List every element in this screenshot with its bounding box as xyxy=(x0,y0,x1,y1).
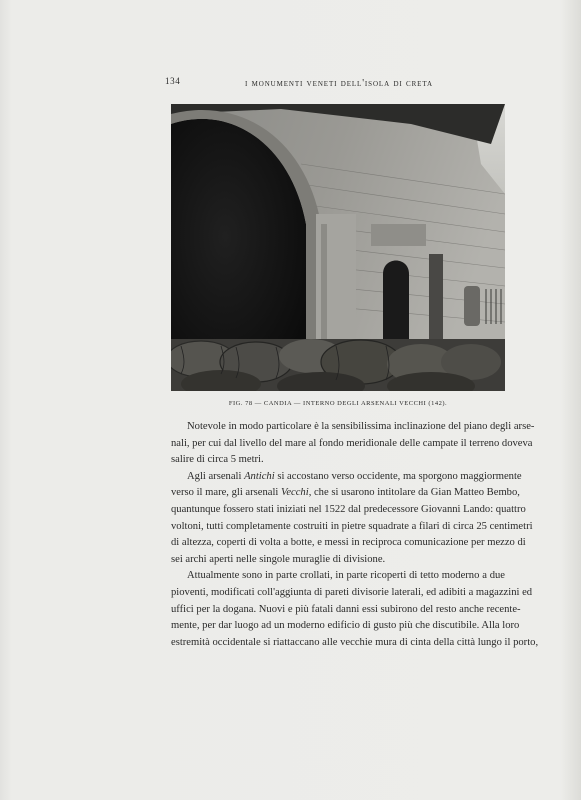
paragraph-3 xyxy=(171,568,539,651)
paragraph-2 xyxy=(171,469,533,569)
text-line: verso il mare, gli arsenali Vecchi, che si usarono intitolare da Gian Matteo Bembo, xyxy=(171,487,520,499)
text-line: sei archi aperti nelle singole muraglie di divisione. xyxy=(171,553,386,565)
italic-term: Antichi xyxy=(244,470,275,482)
paragraph-1 xyxy=(171,419,535,469)
text-line: voltoni, tutti completamente costruiti in pietre squadrate a filari di circa 25 centimetri xyxy=(171,520,533,532)
page-header xyxy=(165,76,435,92)
text-line: mente, per dar luogo ad un moderno edificio di gusto più che discutibile. Alla loro xyxy=(171,620,520,632)
text-line: quantunque fossero stati iniziati nel 1522 dal predecessore Giovanni Lando: quattro xyxy=(171,503,526,515)
text-line: Attualmente sono in parte crollati, in parte ricoperti di tetto moderno a due xyxy=(187,570,505,582)
text-line: nali, per cui dal livello del mare al fondo meridionale delle campate il terreno doveva xyxy=(171,437,533,449)
text-line: uffici per la dogana. Nuovi e più fatali danni essi subirono del resto anche recente- xyxy=(171,603,521,615)
text-line: Notevole in modo particolare è la sensibilissima inclinazione del piano degli arse- xyxy=(187,421,535,432)
text-line: estremità occidentale si riattaccano alle vecchie mura di cinta della città lungo il porto, xyxy=(171,636,539,648)
figure-caption: FIG. 78 — CANDIA — INTERNO DEGLI ARSENALI VECCHI (142). xyxy=(228,400,448,407)
text-line: salire di circa 5 metri. xyxy=(171,454,264,466)
italic-term: Vecchi xyxy=(281,487,309,499)
text-line: pioventi, modificati coll'aggiunta di pareti divisorie laterali, ed adibiti a magazzini ed xyxy=(171,586,533,598)
running-title: i monumenti veneti dell'isola di creta xyxy=(245,78,433,89)
text-line: Agli arsenali Antichi si accostano verso occidente, ma sporgono maggiormente xyxy=(187,470,522,482)
arsenal-interior-photo xyxy=(171,104,505,391)
page-number: 134 xyxy=(165,76,181,86)
text-line: di altezza, coperti di volta a botte, e messi in reciproca comunicazione per mezzo di xyxy=(171,537,526,549)
body-text xyxy=(171,419,539,651)
